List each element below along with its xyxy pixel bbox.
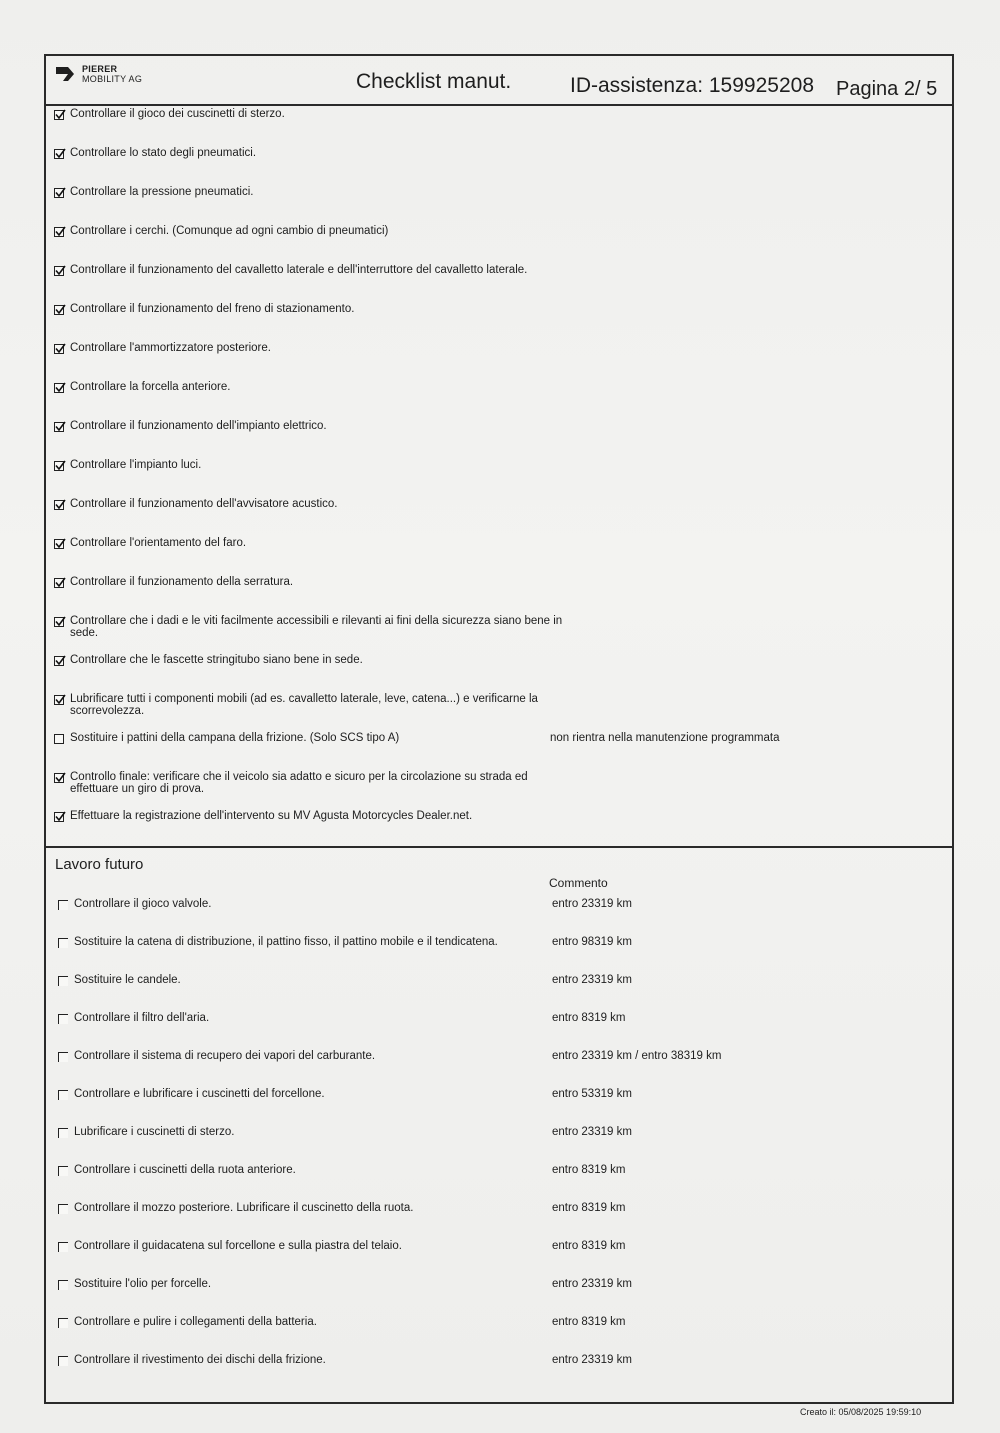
checked-checkbox[interactable] [54, 305, 64, 315]
unchecked-checkbox[interactable] [58, 1204, 68, 1214]
item-text: Controllare il funzionamento dell'avvisatore acustico. [70, 498, 338, 510]
checkmark-icon [54, 694, 66, 706]
list-item [52, 108, 942, 147]
list-item [52, 342, 942, 381]
checkmark-icon [54, 616, 66, 628]
item-text: Sostituire l'olio per forcelle. [74, 1278, 212, 1290]
company-name [82, 64, 142, 84]
item-comment: entro 23319 km [552, 974, 632, 986]
checklist [52, 108, 942, 849]
list-item [56, 1278, 946, 1316]
list-item [56, 936, 946, 974]
checkmark-icon [54, 382, 66, 394]
checkmark-icon [54, 655, 66, 667]
checked-checkbox[interactable] [54, 266, 64, 276]
service-id: ID-assistenza: 159925208 [570, 74, 814, 97]
comment-column-header: Commento [549, 876, 608, 890]
item-comment: entro 53319 km [552, 1088, 632, 1100]
item-text: Controllare l'impianto luci. [70, 459, 202, 471]
item-comment: entro 23319 km [552, 1354, 632, 1366]
unchecked-checkbox[interactable] [58, 1014, 68, 1024]
list-item [52, 498, 942, 537]
checkmark-icon [54, 577, 66, 589]
list-item [52, 186, 942, 225]
checked-checkbox[interactable] [54, 227, 64, 237]
list-item [52, 420, 942, 459]
item-text: Controllare il gioco dei cuscinetti di sterzo. [70, 108, 285, 120]
item-text: Controllare i cuscinetti della ruota anteriore. [74, 1164, 296, 1176]
checkmark-icon [54, 304, 66, 316]
future-work-list [56, 898, 946, 1392]
item-comment: entro 98319 km [552, 936, 632, 948]
item-text: Controllare il funzionamento dell'impianto elettrico. [70, 420, 327, 432]
checked-checkbox[interactable] [54, 500, 64, 510]
checkmark-icon [54, 538, 66, 550]
company-logo [54, 64, 142, 84]
item-comment: entro 23319 km / entro 38319 km [552, 1050, 722, 1062]
list-item [56, 1050, 946, 1088]
checked-checkbox[interactable] [54, 383, 64, 393]
checkmark-icon [54, 772, 66, 784]
list-item [52, 264, 942, 303]
unchecked-checkbox[interactable] [58, 1166, 68, 1176]
item-comment: entro 23319 km [552, 898, 632, 910]
checkmark-icon [54, 226, 66, 238]
checked-checkbox[interactable] [54, 578, 64, 588]
item-text: Controllare la forcella anteriore. [70, 381, 231, 393]
checkmark-icon [54, 499, 66, 511]
list-item [52, 459, 942, 498]
item-comment: entro 8319 km [552, 1240, 626, 1252]
document-header [46, 56, 952, 106]
item-comment: non rientra nella manutenzione programmata [550, 732, 780, 744]
item-text: Controllare il filtro dell'aria. [74, 1012, 210, 1024]
list-item [56, 1164, 946, 1202]
item-text: Sostituire la catena di distribuzione, il pattino fisso, il pattino mobile e il tendicatena. [74, 936, 498, 948]
list-item [52, 615, 942, 654]
page-title: Checklist manut. [356, 70, 512, 93]
list-item [52, 303, 942, 342]
future-work-title: Lavoro futuro [55, 856, 144, 873]
list-item [52, 225, 942, 264]
unchecked-checkbox[interactable] [58, 1280, 68, 1290]
page-number: Pagina 2/ 5 [836, 78, 938, 100]
item-comment: entro 8319 km [552, 1012, 626, 1024]
checkmark-icon [54, 187, 66, 199]
checkmark-icon [54, 343, 66, 355]
list-item [56, 1088, 946, 1126]
checkmark-icon [54, 460, 66, 472]
company-name-line1: PIERER [82, 64, 118, 74]
list-item [52, 693, 942, 732]
item-text: Controllare il gioco valvole. [74, 898, 212, 910]
checked-checkbox[interactable] [54, 656, 64, 666]
list-item [52, 810, 942, 849]
list-item [52, 654, 942, 693]
item-text: Controllare la pressione pneumatici. [70, 186, 254, 198]
list-item [52, 576, 942, 615]
checked-checkbox[interactable] [54, 422, 64, 432]
item-text: Controllare l'ammortizzatore posteriore. [70, 342, 271, 354]
list-item [52, 147, 942, 186]
item-comment: entro 23319 km [552, 1278, 632, 1290]
unchecked-checkbox[interactable] [58, 1128, 68, 1138]
list-item [56, 1240, 946, 1278]
item-text: Controllare il funzionamento della serratura. [70, 576, 294, 588]
unchecked-checkbox[interactable] [58, 1318, 68, 1328]
company-name-line2: MOBILITY AG [82, 74, 143, 84]
pierer-logo-icon [54, 64, 76, 84]
checked-checkbox[interactable] [54, 695, 64, 705]
item-text: Sostituire le candele. [74, 974, 181, 986]
checkmark-icon [54, 109, 66, 121]
item-text: Controllare l'orientamento del faro. [70, 537, 247, 549]
item-text: Controllare il funzionamento del freno di stazionamento. [70, 303, 355, 315]
checked-checkbox[interactable] [54, 461, 64, 471]
item-comment: entro 8319 km [552, 1202, 626, 1214]
item-text: Sostituire i pattini della campana della frizione. (Solo SCS tipo A) [70, 732, 400, 744]
checked-checkbox[interactable] [54, 773, 64, 783]
item-comment: entro 8319 km [552, 1316, 626, 1328]
created-timestamp: Creato il: 05/08/2025 19:59:10 [800, 1407, 922, 1417]
unchecked-checkbox[interactable] [58, 976, 68, 986]
list-item [56, 1316, 946, 1354]
item-text: Effettuare la registrazione dell'intervento su MV Agusta Motorcycles Dealer.net. [70, 810, 473, 822]
checked-checkbox[interactable] [54, 188, 64, 198]
checked-checkbox[interactable] [54, 812, 64, 822]
list-item [52, 732, 942, 771]
list-item [52, 381, 942, 420]
item-comment: entro 23319 km [552, 1126, 632, 1138]
item-text: Controllare lo stato degli pneumatici. [70, 147, 257, 159]
item-text: Controllare che i dadi e le viti facilmente accessibili e rilevanti ai fini della sicurezza siano bene in sede. [70, 615, 563, 639]
item-text: Controllare il rivestimento dei dischi della frizione. [74, 1354, 326, 1366]
checkmark-icon [54, 811, 66, 823]
checklist-frame [44, 54, 954, 1404]
list-item [52, 537, 942, 576]
list-item [56, 1126, 946, 1164]
list-item [52, 771, 942, 810]
unchecked-checkbox[interactable] [58, 1356, 68, 1366]
item-text: Controllare il mozzo posteriore. Lubrificare il cuscinetto della ruota. [74, 1202, 414, 1214]
list-item [56, 898, 946, 936]
unchecked-checkbox[interactable] [58, 938, 68, 948]
checkmark-icon [54, 421, 66, 433]
section-divider [46, 846, 952, 848]
item-text: Controllare il guidacatena sul forcellone e sulla piastra del telaio. [74, 1240, 402, 1252]
item-text: Controllo finale: verificare che il veicolo sia adatto e sicuro per la circolazione su strada ed effettuare un giro di prova. [70, 771, 528, 795]
checked-checkbox[interactable] [54, 344, 64, 354]
item-text: Controllare i cerchi. (Comunque ad ogni cambio di pneumatici) [70, 225, 389, 237]
item-text: Lubrificare tutti i componenti mobili (ad es. cavalletto laterale, leve, catena...) e verificarne la scorrevolezza. [70, 693, 538, 717]
unchecked-checkbox[interactable] [58, 1242, 68, 1252]
unchecked-checkbox[interactable] [54, 734, 64, 744]
list-item [56, 1012, 946, 1050]
checkmark-icon [54, 265, 66, 277]
list-item [56, 1354, 946, 1392]
item-text: Controllare il sistema di recupero dei vapori del carburante. [74, 1050, 376, 1062]
unchecked-checkbox[interactable] [58, 900, 68, 910]
checked-checkbox[interactable] [54, 149, 64, 159]
unchecked-checkbox[interactable] [58, 1052, 68, 1062]
item-text: Lubrificare i cuscinetti di sterzo. [74, 1126, 235, 1138]
item-text: Controllare e lubrificare i cuscinetti del forcellone. [74, 1088, 325, 1100]
unchecked-checkbox[interactable] [58, 1090, 68, 1100]
item-comment: entro 8319 km [552, 1164, 626, 1176]
checked-checkbox[interactable] [54, 110, 64, 120]
checked-checkbox[interactable] [54, 539, 64, 549]
item-text: Controllare che le fascette stringitubo siano bene in sede. [70, 654, 363, 666]
list-item [56, 1202, 946, 1240]
item-text: Controllare il funzionamento del cavalletto laterale e dell'interruttore del cavalletto laterale. [70, 264, 528, 276]
checked-checkbox[interactable] [54, 617, 64, 627]
item-text: Controllare e pulire i collegamenti della batteria. [74, 1316, 317, 1328]
list-item [56, 974, 946, 1012]
checkmark-icon [54, 148, 66, 160]
